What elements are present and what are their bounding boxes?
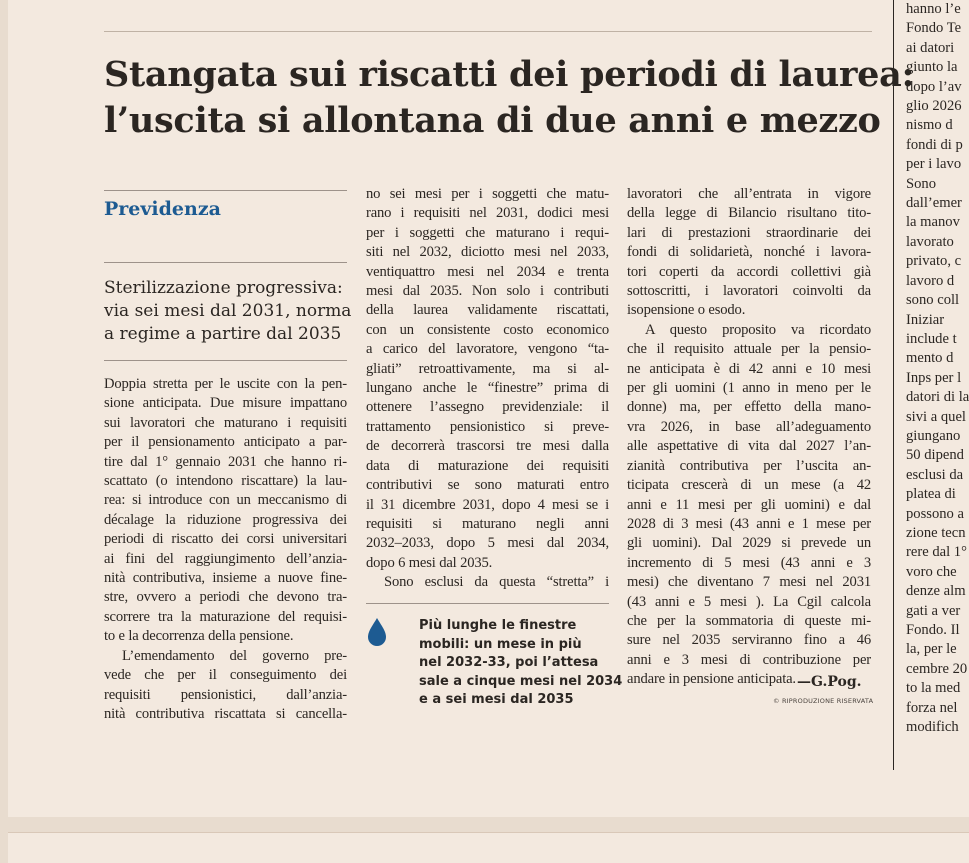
text-line: requisiti pensionistici, dall’anzia- — [104, 686, 347, 703]
text-line: con un consistente costo economico — [366, 321, 609, 338]
fragment-line: nismo d — [906, 117, 953, 134]
pull-quote-line: mobili: un mese in più — [419, 636, 582, 652]
text-line: della legge di Bilancio risultano tito- — [627, 205, 871, 222]
text-line: per i soggetti che maturano i requi- — [366, 224, 609, 241]
top-rule — [104, 31, 872, 32]
text-line: L’emendamento del governo pre- — [122, 647, 347, 664]
fragment-line: sivi a quel — [906, 408, 966, 425]
text-line: lari di prestazioni straordinarie dei — [627, 224, 871, 241]
copyright-notice: © RIPRODUZIONE RISERVATA — [773, 697, 874, 705]
text-line: nità contributiva riscattata si cancella- — [104, 705, 347, 722]
text-line: fondi di solidarietà, nonché i lavora- — [627, 244, 871, 261]
text-line: anni e 11 mesi per gli uomini) e dal — [627, 496, 871, 513]
fragment-line: to la med — [906, 680, 961, 697]
text-line: sione anticipata. Due misure impattano — [104, 395, 347, 412]
text-line: dopo 6 mesi dal 2035. — [366, 554, 493, 571]
text-line: to e la decorrenza della pensione. — [104, 628, 294, 645]
headline — [104, 52, 915, 144]
section-rule — [104, 190, 347, 191]
fragment-line: dopo l’av — [906, 78, 962, 95]
standfirst-line: Sterilizzazione progressiva: — [104, 278, 343, 298]
fragment-line: zione tecn — [906, 524, 966, 541]
text-line: contributivi se sono maturati entro — [366, 477, 609, 494]
fragment-line: cembre 20 — [906, 660, 968, 677]
text-line: rea: si introduce con un meccanismo di — [104, 492, 347, 509]
fragment-line: Fondo. Il — [906, 622, 960, 638]
fragment-line: dall’emer — [906, 195, 962, 212]
text-line: mesi dal 2035. Non solo i contributi — [366, 283, 609, 300]
pull-quote-line: nel 2032-33, poi l’attesa — [419, 655, 599, 670]
text-line: scattato (o intendono riscattare) la lau- — [104, 473, 347, 490]
text-line: che il requisito attuale per la pensio- — [627, 341, 871, 358]
text-line: andare in pensione anticipata. — [627, 671, 796, 688]
fragment-line: Sono — [906, 175, 937, 192]
text-line: ne anticipata è di 42 anni e 10 mesi — [627, 360, 871, 377]
standfirst — [104, 277, 352, 346]
fragment-line: 50 dipend — [906, 447, 964, 464]
text-line: tire dal 1° gennaio 2031 che hanno ri- — [104, 453, 347, 470]
text-line: rano i requisiti nel 2031, dodici mesi — [366, 205, 609, 222]
pull-quote — [419, 617, 623, 710]
text-line: (43 anni e 5 mesi ). La Cgil calcola — [627, 593, 871, 610]
fragment-line: possono a — [906, 505, 964, 522]
standfirst-line: via sei mesi dal 2031, norma — [104, 301, 352, 321]
text-line: 2032–2033, dopo 5 mesi dal 2034, — [366, 535, 609, 552]
fragment-line: lavorato — [906, 233, 954, 250]
text-line: gliati” retroattivamente, ma si al- — [366, 360, 609, 377]
fragment-line: giunto la — [906, 59, 958, 76]
text-line: lungano anche le “finestre” prima di — [366, 380, 609, 397]
article-column-1 — [104, 375, 347, 724]
text-line: per il pensionamento anticipato a par- — [104, 434, 347, 451]
fragment-line: glio 2026 — [906, 98, 962, 115]
drop-quote-icon — [367, 617, 387, 647]
text-line: isopensione o esodo. — [627, 302, 746, 319]
fragment-line: Iniziar — [906, 311, 945, 328]
section-label: Previdenza — [104, 198, 221, 220]
fragment-line: datori di la — [906, 389, 969, 406]
fragment-line: platea di — [906, 486, 956, 503]
fragment-line: denze alm — [906, 583, 966, 600]
fragment-line: forza nel — [906, 699, 958, 716]
text-line: de decorrerà trascorsi tre mesi dalla — [366, 438, 609, 455]
standfirst-rule — [104, 262, 347, 263]
fragment-line: sono coll — [906, 292, 960, 309]
text-line: Sono esclusi da questa “stretta” i — [384, 574, 609, 591]
fragment-line: la, per le — [906, 641, 957, 658]
text-line: no sei mesi per i soggetti che matu- — [366, 186, 609, 202]
pull-quote-line: sale a cinque mesi nel 2034 — [419, 673, 623, 689]
text-line: vede che per il conseguimento dei — [104, 667, 347, 684]
text-line: alle aspettative di vita dal 2027 l’an- — [627, 438, 871, 455]
text-line: sottoscritti, i lavoratori coinvolti da — [627, 283, 871, 300]
fragment-line: include t — [906, 330, 957, 347]
text-line: lavoratori che all’entrata in vigore — [627, 186, 871, 202]
text-line: scorrere tra la maturazione del requisi- — [104, 608, 347, 625]
text-line: ventiquattro mesi nel 2034 e trenta — [366, 263, 609, 280]
fragment-line: modifich — [906, 719, 959, 736]
text-line: ottenere l’assegno previdenziale: il — [366, 399, 609, 416]
fragment-line: esclusi da — [906, 466, 964, 483]
text-line: nità contributiva, insieme a nuove fine- — [104, 570, 347, 587]
fragment-line: hanno l’e — [906, 1, 961, 17]
fragment-line: lavoro d — [906, 272, 955, 289]
body-rule — [104, 360, 347, 361]
next-page-edge — [8, 832, 969, 863]
standfirst-line: a regime a partire dal 2035 — [104, 324, 342, 344]
text-line: mesi) che diventano 7 mesi nel 2031 — [627, 574, 871, 591]
text-line: sure nel 2035 serviranno fino a 46 — [627, 632, 871, 649]
text-line: gli uomini). Dal 2029 si prevede un — [627, 535, 871, 552]
author-signature: —G.Pog. — [797, 674, 862, 690]
fragment-line: gati a ver — [906, 602, 961, 619]
text-line: data di maturazione dei requisiti — [366, 457, 609, 474]
text-line: siti nel 2032, diciotto mesi nel 2033, — [366, 244, 609, 261]
text-line: sui lavoratori che maturano i requisiti — [104, 414, 347, 431]
text-line: donne) ma, per effetto della mano- — [627, 399, 871, 416]
fragment-line: la manov — [906, 214, 960, 231]
text-line: che per la sommatoria di queste mi- — [627, 612, 871, 629]
text-line: a carico del lavoratore, vengono “ta- — [366, 341, 609, 358]
text-line: ticipata crescerà di un mese (a 42 — [627, 477, 871, 494]
text-line: A questo proposito va ricordato — [645, 321, 871, 338]
text-line: incremento di 5 mesi (43 anni e 3 — [627, 554, 871, 571]
text-line: stre, ovvero a periodi che devono tra- — [104, 589, 347, 606]
text-line: anni e 3 mesi di contribuzione per — [627, 651, 871, 668]
fragment-line: voro che — [906, 563, 957, 580]
text-line: ai fini del raggiungimento dell’anzia- — [104, 550, 347, 567]
fragment-line: ai datori — [906, 39, 955, 56]
text-line: trattamento pensionistico si preve- — [366, 418, 609, 435]
text-line: della laurea validamente riscattati, — [366, 302, 609, 319]
text-line: zianità contributiva per l’uscita an- — [627, 457, 871, 474]
adjacent-article-fragment — [906, 0, 969, 770]
text-line: periodi di riscatto dei corsi universitari — [104, 531, 347, 548]
text-line: décalage la riduzione progressiva dei — [104, 511, 347, 528]
pull-quote-line: e a sei mesi dal 2035 — [419, 692, 574, 707]
fragment-line: privato, c — [906, 253, 962, 270]
text-line: tori coperti da accordi collettivi già — [627, 263, 871, 280]
fragment-line: giungano — [906, 427, 961, 444]
fragment-line: mento d — [906, 350, 954, 367]
text-line: per gli uomini (1 anno in meno per le — [627, 380, 871, 397]
fragment-line: fondi di p — [906, 136, 963, 153]
pull-quote-line: Più lunghe le finestre — [419, 618, 577, 633]
headline-line-2: l’uscita si allontana di due anni e mezzo — [104, 100, 881, 141]
text-line: vra 2026, in base all’adeguamento — [627, 418, 871, 435]
callout-rule — [366, 603, 609, 604]
text-line: Doppia stretta per le uscite con la pen- — [104, 376, 347, 392]
article-column-2 — [366, 185, 609, 593]
text-line: il 31 dicembre 2031, dopo 4 mesi se i — [366, 496, 609, 513]
fragment-line: per i lavo — [906, 156, 962, 173]
headline-line-1: Stangata sui riscatti dei periodi di laurea: — [104, 54, 915, 95]
article-column-3 — [627, 185, 871, 690]
fragment-line: Inps per l — [906, 369, 962, 386]
text-line: requisiti si maturano negli anni — [366, 515, 609, 532]
text-line: 2028 di 3 mesi (43 anni e 1 mese per — [627, 515, 871, 532]
fragment-line: rere dal 1° — [906, 544, 967, 561]
fragment-line: Fondo Te — [906, 20, 962, 37]
